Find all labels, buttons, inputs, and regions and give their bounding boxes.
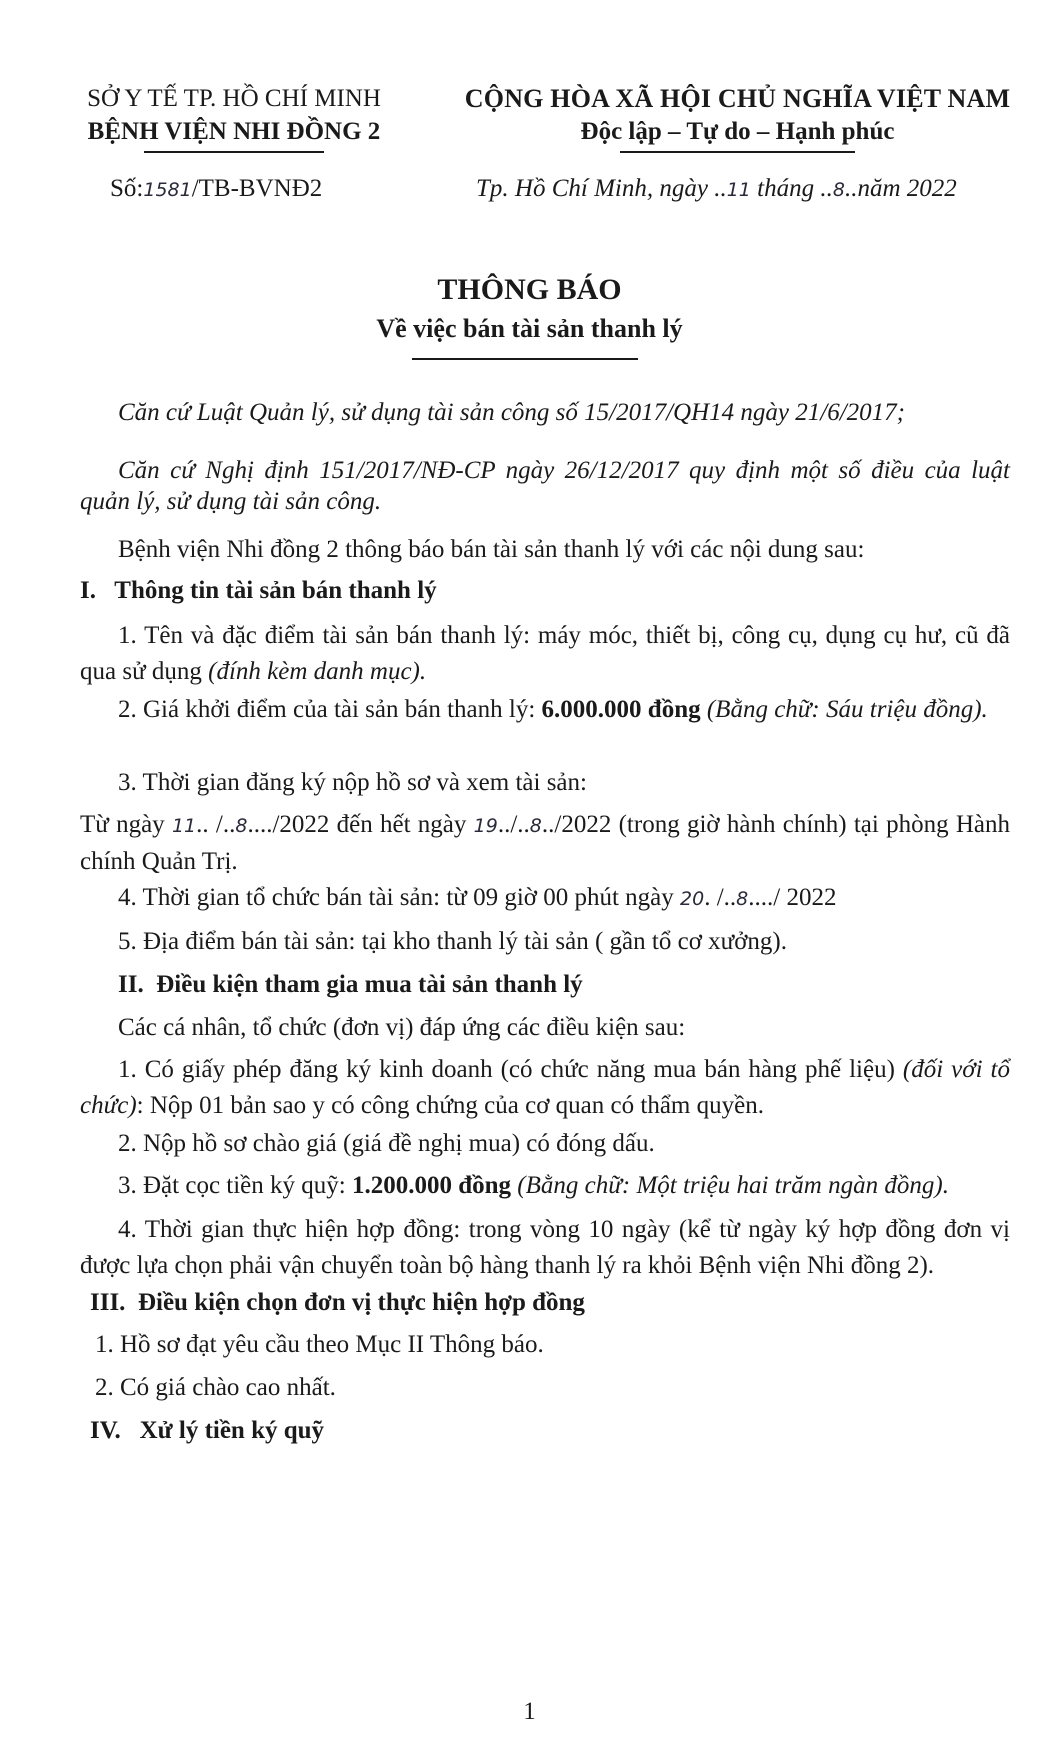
section-3-heading: III. Điều kiện chọn đơn vị thực hiện hợp đồng xyxy=(90,1289,585,1316)
section-1-heading: I. Thông tin tài sản bán thanh lý xyxy=(80,577,437,604)
section-1-item-3-dates: Từ ngày 11.. /..8..../2022 đến hết ngày 19../..8../2022 (trong giờ hành chính) tại phòng Hành chính Quản Trị. xyxy=(80,811,1011,875)
section-1-item-2: 2. Giá khởi điểm của tài sản bán thanh lý: 6.000.000 đồng (Bằng chữ: Sáu triệu đồng). xyxy=(118,696,988,723)
document-title: THÔNG BÁO xyxy=(437,273,622,306)
motto-underline xyxy=(620,151,855,153)
section-3-item-2: 2. Có giá chào cao nhất. xyxy=(95,1374,336,1401)
national-header xyxy=(440,82,1035,153)
national-title: CỘNG HÒA XÃ HỘI CHỦ NGHĨA VIỆT NAM xyxy=(464,84,1011,113)
agency-parent: SỞ Y TẾ TP. HỒ CHÍ MINH xyxy=(87,85,381,112)
section-2-heading: II. Điều kiện tham gia mua tài sản thanh lý xyxy=(118,971,583,998)
section-2-item-4: 4. Thời gian thực hiện hợp đồng: trong vòng 10 ngày (kể từ ngày ký hợp đồng đơn vị được lựa chọn phải vận chuyển toàn bộ hàng thanh lý ra khỏi Bệnh viện Nhi đồng 2). xyxy=(80,1216,1010,1279)
section-2-item-1: 1. Có giấy phép đăng ký kinh doanh (có chức năng mua bán hàng phế liệu) (đối với tổ chức): Nộp 01 bản sao y có công chứng của cơ quan có thẩm quyền. xyxy=(80,1056,1010,1119)
section-3-item-1: 1. Hồ sơ đạt yêu cầu theo Mục II Thông báo. xyxy=(95,1331,544,1358)
agency-name: BỆNH VIỆN NHI ĐỒNG 2 xyxy=(87,118,381,145)
section-4-heading: IV. Xử lý tiền ký quỹ xyxy=(90,1417,325,1444)
handwritten-number: 1581 xyxy=(143,179,192,201)
section-2-intro: Các cá nhân, tổ chức (đơn vị) đáp ứng các điều kiện sau: xyxy=(118,1014,686,1041)
agency-header xyxy=(44,82,424,153)
legal-basis-2: Căn cứ Nghị định 151/2017/NĐ-CP ngày 26/12/2017 quy định một số điều của luật quản lý, sử dụng tài sản công. xyxy=(80,457,1010,515)
section-1-item-1: 1. Tên và đặc điểm tài sản bán thanh lý: máy móc, thiết bị, công cụ, dụng cụ hư, cũ đã qua sử dụng (đính kèm danh mục). xyxy=(80,622,1010,685)
document-number: Số:1581/TB-BVNĐ2 xyxy=(110,175,323,202)
title-underline xyxy=(412,358,638,360)
handwritten-month: 8 xyxy=(832,179,845,201)
section-2-item-2: 2. Nộp hồ sơ chào giá (giá đề nghị mua) có đóng dấu. xyxy=(118,1130,655,1157)
intro-paragraph: Bệnh viện Nhi đồng 2 thông báo bán tài sản thanh lý với các nội dung sau: xyxy=(118,536,865,563)
section-1-item-5: 5. Địa điểm bán tài sản: tại kho thanh lý tài sản ( gần tổ cơ xưởng). xyxy=(118,928,788,955)
handwritten-day: 11 xyxy=(726,179,751,201)
date-line: Tp. Hồ Chí Minh, ngày ..11 tháng ..8..năm 2022 xyxy=(476,175,957,202)
section-1-item-4: 4. Thời gian tổ chức bán tài sản: từ 09 giờ 00 phút ngày 20. /..8..../ 2022 xyxy=(118,884,837,911)
legal-basis-1: Căn cứ Luật Quản lý, sử dụng tài sản công số 15/2017/QH14 ngày 21/6/2017; xyxy=(118,399,905,426)
page-number: 1 xyxy=(523,1698,536,1725)
document-subtitle: Về việc bán tài sản thanh lý xyxy=(376,314,683,343)
section-2-item-3: 3. Đặt cọc tiền ký quỹ: 1.200.000 đồng (Bằng chữ: Một triệu hai trăm ngàn đồng). xyxy=(118,1172,949,1199)
national-motto: Độc lập – Tự do – Hạnh phúc xyxy=(580,118,895,145)
section-1-item-3: 3. Thời gian đăng ký nộp hồ sơ và xem tài sản: xyxy=(118,769,587,796)
agency-underline xyxy=(144,151,324,153)
